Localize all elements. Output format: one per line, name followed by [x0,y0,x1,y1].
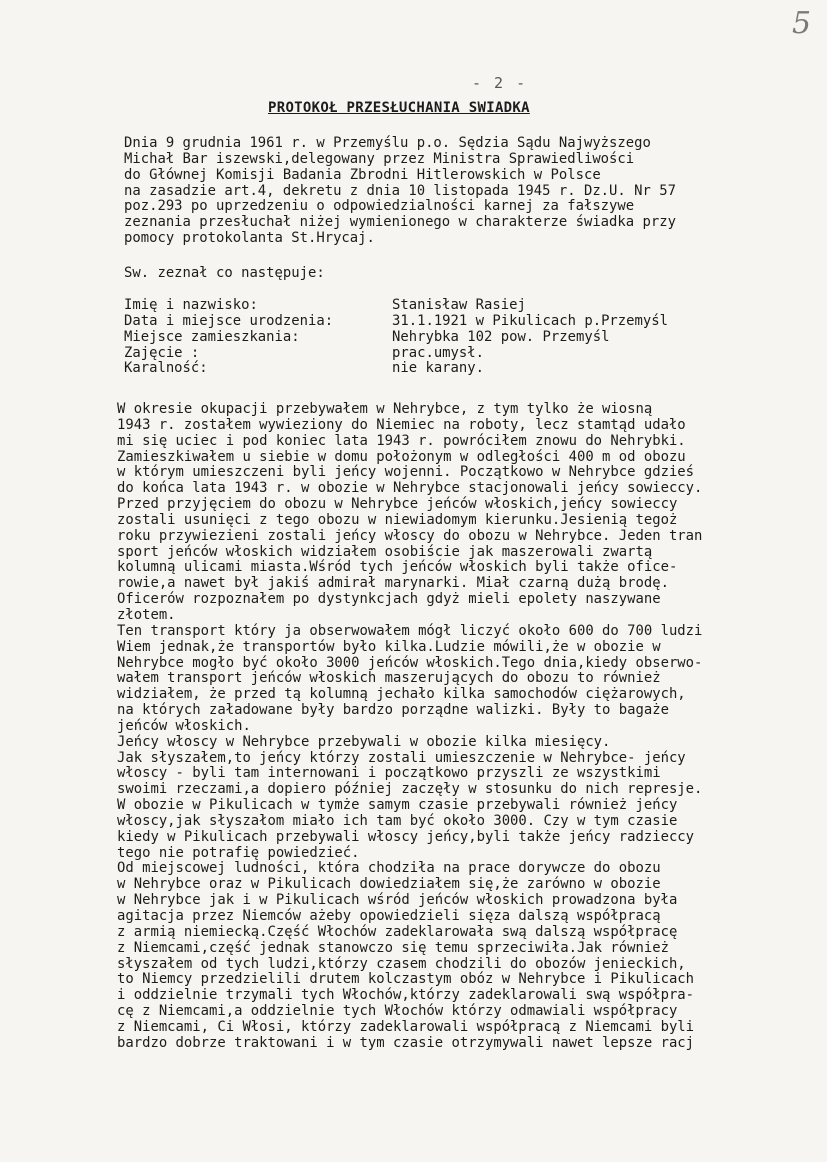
testimony-line: W okresie okupacji przebywałem w Nehrybce, z tym tylko że wiosną [117,401,653,417]
testimony-line: Zamieszkiwałem u siebie w domu położonym w odległości 400 m od obozu [117,448,686,465]
testimony-line: włoscy - byli tam internowani i początkowo przyszli ze wszystkimi [117,765,661,782]
testimony-line: bardzo dobrze traktowani i w tym czasie otrzymywali nawet lepsze racj [117,1034,695,1051]
testimony-body [117,402,702,1052]
personal-data-value: prac.umysł. [392,344,484,361]
testimony-line: w Nehrybce jak i w Pikulicach wśród jeńców włoskich prowadzona była [117,892,678,909]
handwritten-page-mark: 5 [792,6,812,41]
document-title: PROTOKOŁ PRZESŁUCHANIA SWIADKA [268,100,530,116]
testimony-line: zostali usunięci z tego obozu w niewiadomym kierunku.Jesienią tegoż [117,511,678,528]
testimony-line: kiedy w Pikulicach przebywali włoscy jeńcy,byli także jeńcy radzieccy [117,828,695,845]
personal-data-label: Imię i nazwisko: [124,297,258,313]
testimony-line: to Niemcy przedzielili drutem kolczastym obóz w Nehrybce i Pikulicach [117,971,695,988]
testimony-paragraph [117,735,702,862]
testimony-line: agitacja przez Niemców ażeby opowiedzieli sięza dalszą współpracą [117,908,661,924]
testimony-line: Przed przyjęciem do obozu w Nehrybce jeńców włoskich,jeńcy sowieccy [117,496,678,513]
testimony-line: wałem transport jeńców włoskich maszerujących do obozu to również [117,670,661,687]
testimony-line: sport jeńców włoskich widziałem osobiście jak maszerowali zwartą [117,543,653,560]
testimony-line: kolumną ulicami miasta.Wśród tych jeńców włoskich byli także ofice- [117,559,678,576]
testimony-line: złotem. [117,606,176,623]
testimony-line: w którym umieszczeni byli jeńcy wojenni. Początkowo w Nehrybce gdzieś [117,464,695,481]
testimony-line: mi się uciec i pod koniec lata 1943 r. powróciłem znowu do Nehrybki. [117,432,686,449]
testimony-line: Od miejscowej ludności, która chodziła na prace dorywcze do obozu [117,860,661,877]
testimony-line: z Niemcami, Ci Włosi, którzy zadeklarowali współpracą z Niemcami byli [117,1018,695,1035]
personal-data-label: Zajęcie : [124,344,200,361]
testimony-line: Oficerów rozpoznałem po dystynkcjach gdyż mieli epolety naszywane [117,591,661,608]
testimony-line: roku przywiezieni zostali jeńcy włoscy do obozu w Nehrybce. Jeden tran [117,527,703,544]
testimony-line: Jak słyszałem,to jeńcy którzy zostali umieszczenie w Nehrybce- jeńcy [117,749,686,766]
page-number: - 2 - [472,74,528,92]
intro-line: pomocy protokolanta St.Hrycaj. [124,230,375,247]
intro-line: Michał Bar iszewski,delegowany przez Ministra Sprawiedliwości [124,150,635,167]
testimony-line: z Niemcami,część jednak stanowczo się temu sprzeciwiła.Jak również [117,939,669,956]
testimony-line: włoscy,jak słyszałom miało ich tam być około 3000. Czy w tym czasie [117,812,678,829]
intro-line: do Głównej Komisji Badania Zbrodni Hitlerowskich w Polsce [124,166,601,183]
testimony-line: jeńców włoskich. [117,717,251,734]
statement-lead: Sw. zeznał co następuje: [124,265,325,281]
personal-data-value: nie karany. [392,360,484,377]
intro-paragraph [124,136,676,247]
personal-data-label: Miejsce zamieszkania: [124,328,300,345]
testimony-line: tego nie potrafię powiedzieć. [117,844,360,861]
testimony-line: w Nehrybce oraz w Pikulicach dowiedziałem się,że zarówno w obozie [117,876,661,893]
intro-line: zeznania przesłuchał niżej wymienionego w charakterze świadka przy [124,214,676,231]
personal-data-label: Karalność: [124,360,208,377]
intro-line: Dnia 9 grudnia 1961 r. w Przemyślu p.o. Sędzia Sądu Najwyższego [124,135,651,151]
testimony-paragraph [117,861,702,1051]
personal-data-label: Data i miejsce urodzenia: [124,312,334,329]
testimony-line: Nehrybce mogło być około 3000 jeńców włoskich.Tego dnia,kiedy obserwo- [117,654,703,671]
testimony-line: do końca lata 1943 r. w obozie w Nehrybce stacjonowali jeńcy sowieccy. [117,480,703,497]
testimony-line: widziałem, że przed tą kolumną jechało kilka samochodów ciężarowych, [117,686,686,703]
testimony-line: Wiem jednak,że transportów było kilka.Ludzie mówili,że w obozie w [117,638,661,655]
personal-data-value: 31.1.1921 w Pikulicach p.Przemyśl [392,312,668,329]
testimony-line: Ten transport który ja obserwowałem mógł liczyć około 600 do 700 ludzi [117,622,703,639]
testimony-paragraph [117,402,702,624]
personal-data-value: Stanisław Rasiej [392,297,526,313]
testimony-line: i oddzielnie trzymali tych Włochów,którzy zadeklarowali swą współpra- [117,987,695,1004]
testimony-line: na których załadowane były bardzo porządne walizki. Były to bagaże [117,702,669,719]
personal-data-value: Nehrybka 102 pow. Przemyśl [392,328,610,345]
testimony-line: W obozie w Pikulicach w tymże samym czasie przebywali również jeńcy [117,797,678,814]
intro-line: na zasadzie art.4, dekretu z dnia 10 listopada 1945 r. Dz.U. Nr 57 [124,182,676,199]
intro-line: poz.293 po uprzedzeniu o odpowiedzialności karnej za fałszywe [124,198,635,215]
testimony-line: 1943 r. zostałem wywieziony do Niemiec na roboty, lecz stamtąd udało [117,416,686,433]
testimony-line: z armią niemiecką.Część Włochów zadeklarowała swą dalszą współpracę [117,923,678,940]
testimony-line: swoimi rzeczami,a dopiero później zaczęły w stosunku do nich represje. [117,781,703,798]
testimony-line: słyszałem od tych ludzi,którzy czasem chodzili do obozów jenieckich, [117,955,686,972]
testimony-line: Jeńcy włoscy w Nehrybce przebywali w obozie kilka miesięcy. [117,733,611,750]
testimony-paragraph [117,624,702,735]
testimony-line: cę z Niemcami,a oddzielnie tych Włochów którzy odmawiali współpracy [117,1003,678,1020]
testimony-line: rowie,a nawet był jakiś admirał marynarki. Miał czarną dużą brodę. [117,575,669,592]
